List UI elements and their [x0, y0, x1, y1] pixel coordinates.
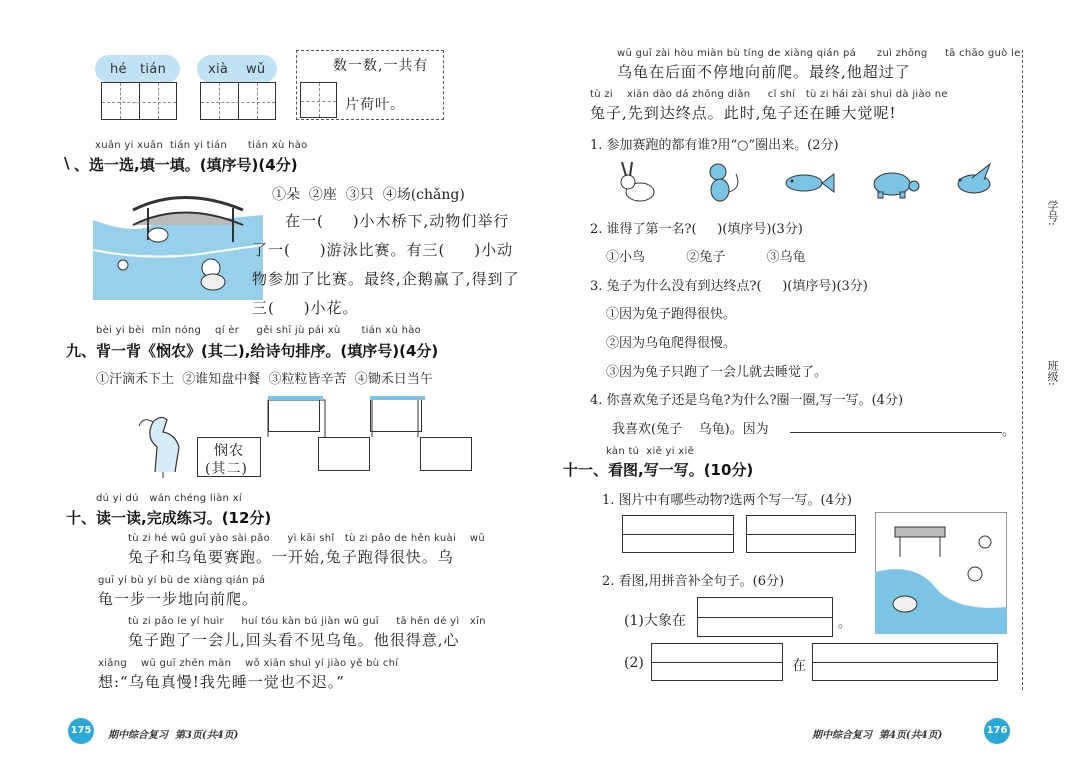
count-line2: 片荷叶。: [345, 97, 405, 113]
q10-p2: 龟一步一步地向前爬。: [98, 590, 259, 608]
bird-icon[interactable]: [950, 160, 1002, 202]
q10-sq3: 3. 兔子为什么没有到达终点?( )(填序号)(3分): [590, 279, 868, 294]
word2-pinyin-a: xià: [208, 62, 229, 77]
word1-pinyin-b: tián: [140, 62, 167, 77]
sentence2-answer-box-2[interactable]: [812, 643, 998, 681]
margin-label-class: 班级:: [1046, 360, 1059, 386]
animal-answer-box-2[interactable]: [746, 515, 856, 553]
poem-sub: (其二): [205, 461, 248, 477]
q11-s2-mid: 在: [792, 658, 806, 674]
q10-sq3-c: ③因为兔子只跑了一会儿就去睡觉了。: [606, 365, 828, 380]
q8-line3: 物参加了比赛。最终,企鹅赢了,得到了: [252, 270, 520, 288]
sentence1-answer-box[interactable]: [697, 597, 833, 637]
q11-s1-end: 。: [838, 616, 852, 631]
q9-title-pinyin: bèi yi bèi mǐn nóng qí èr gěi shī jù pái xù tián xù hào: [96, 325, 422, 336]
q10-p3: 兔子跑了一会儿,回头看不见乌龟。他很得意,心: [128, 631, 460, 649]
footer-right-text: 期中综合复习 第4页(共4页): [812, 730, 943, 741]
q10-p4: 想:“乌龟真慢!我先睡一觉也不迟。”: [98, 673, 345, 691]
q10-sq4-answer: 我喜欢(兔子 乌龟)。因为: [612, 422, 769, 437]
binding-margin-line: [1022, 50, 1023, 690]
q11-sq2: 2. 看图,用拼音补全句子。(6分): [602, 574, 785, 589]
poem-answer-box-4[interactable]: [420, 437, 472, 471]
q10-p3-pinyin: tù zi pǎo le yí huìr huí tóu kàn bú jiàn wū guī tā hěn dé yì xīn: [128, 616, 486, 627]
footer-left-text: 期中综合复习 第3页(共4页): [108, 730, 239, 741]
count-line1: 数一数,一共有: [333, 58, 429, 74]
q10-sq4: 4. 你喜欢兔子还是乌龟?为什么?圈一圈,写一写。(4分): [590, 393, 904, 408]
q10-p6: 兔子,先到达终点。此时,兔子还在睡大觉呢!: [590, 104, 897, 122]
q10-p2-pinyin: guī yí bù yí bù de xiàng qián pá: [98, 575, 266, 586]
q11-title: 十一、看图,写一写。(10分): [563, 461, 754, 479]
word1-pinyin-a: hé: [110, 62, 127, 77]
poem-connector-lines: [260, 392, 480, 442]
q10-p6-pinyin: tù zi xiān dào dá zhōng diǎn cǐ shí tù zi hái zài shuì dà jiào ne: [590, 89, 948, 100]
turtle-icon[interactable]: [864, 164, 922, 200]
q8-title-num: \: [64, 154, 70, 172]
write-grid-1[interactable]: [101, 82, 177, 120]
q10-title-pinyin: dú yi dú wán chéng liàn xí: [96, 493, 242, 504]
q10-p5: 乌龟在后面不停地向前爬。最终,他超过了: [617, 63, 911, 81]
q11-s2-prefix: (2): [624, 655, 644, 671]
q11-s1-prefix: (1)大象在: [624, 613, 686, 629]
q10-sq1: 1. 参加赛跑的都有谁?用“○”圈出来。(2分): [590, 138, 839, 153]
river-scene-illustration: [875, 512, 1007, 634]
q10-sq3-a: ①因为兔子跑得很快。: [606, 307, 737, 322]
page-number-right: 176: [984, 718, 1010, 744]
q10-sq4-answer-line[interactable]: [790, 432, 1002, 433]
q9-options: ①汗滴禾下土 ②谁知盘中餐 ③粒粒皆辛苦 ④锄禾日当午: [96, 372, 433, 387]
margin-label-student-id: 学号:: [1046, 200, 1059, 226]
q8-title-pinyin: xuǎn yi xuǎn tián yi tián tián xù hào: [95, 140, 308, 151]
q8-options: ①朵 ②座 ③只 ④场(chǎng): [272, 187, 465, 203]
page-number-left: 175: [68, 718, 94, 744]
animal-answer-box-1[interactable]: [622, 515, 734, 553]
q11-sq1: 1. 图片中有哪些动物?选两个写一写。(4分): [602, 493, 852, 508]
count-answer-grid[interactable]: [300, 82, 337, 118]
pinyin-cloud-1: [95, 55, 180, 83]
q10-title: 十、读一读,完成练习。(12分): [66, 509, 272, 527]
q8-title: 、选一选,填一填。(填序号)(4分): [74, 156, 298, 174]
q10-sq3-b: ②因为乌龟爬得很慢。: [606, 336, 737, 351]
q9-title: 九、背一背《悯农》(其二),给诗句排序。(填序号)(4分): [66, 342, 439, 360]
bridge-illustration: [93, 180, 263, 300]
q11-title-pinyin: kàn tú xiě yi xiě: [606, 446, 695, 457]
q10-sq2: 2. 谁得了第一名?( )(填序号)(3分): [590, 222, 803, 237]
word2-pinyin-b: wǔ: [246, 62, 266, 77]
monkey-icon[interactable]: [700, 160, 744, 204]
q10-p5-pinyin: wū guī zài hòu miàn bù tíng de xiàng qián pá zuì zhōng tā chāo guò le: [617, 48, 1021, 59]
q10-p1-pinyin: tù zi hé wū guī yào sài pǎo yì kāi shǐ tù zi pǎo de hěn kuài wū: [128, 533, 486, 544]
write-grid-2[interactable]: [200, 82, 276, 120]
q10-sq4-end: 。: [1002, 424, 1016, 439]
horse-illustration: [135, 412, 193, 480]
q10-p4-pinyin: xiǎng wū guī zhēn màn wǒ xiān shuì yí jiào yě bù chí: [98, 658, 399, 669]
q8-line2: 了一( )游泳比赛。有三( )小动: [252, 241, 514, 259]
q10-p1: 兔子和乌龟要赛跑。一开始,兔子跑得很快。乌: [128, 548, 454, 566]
rabbit-icon[interactable]: [612, 160, 662, 204]
q8-line1: 在一( )小木桥下,动物们举行: [285, 212, 510, 230]
sentence2-answer-box-1[interactable]: [651, 643, 783, 681]
fish-icon[interactable]: [780, 168, 836, 198]
poem-answer-box-2[interactable]: [318, 437, 370, 471]
q10-sq2-options: ①小鸟 ②兔子 ③乌龟: [606, 250, 806, 265]
q8-line4: 三( )小花。: [252, 299, 359, 317]
poem-title: 悯农: [214, 443, 244, 459]
